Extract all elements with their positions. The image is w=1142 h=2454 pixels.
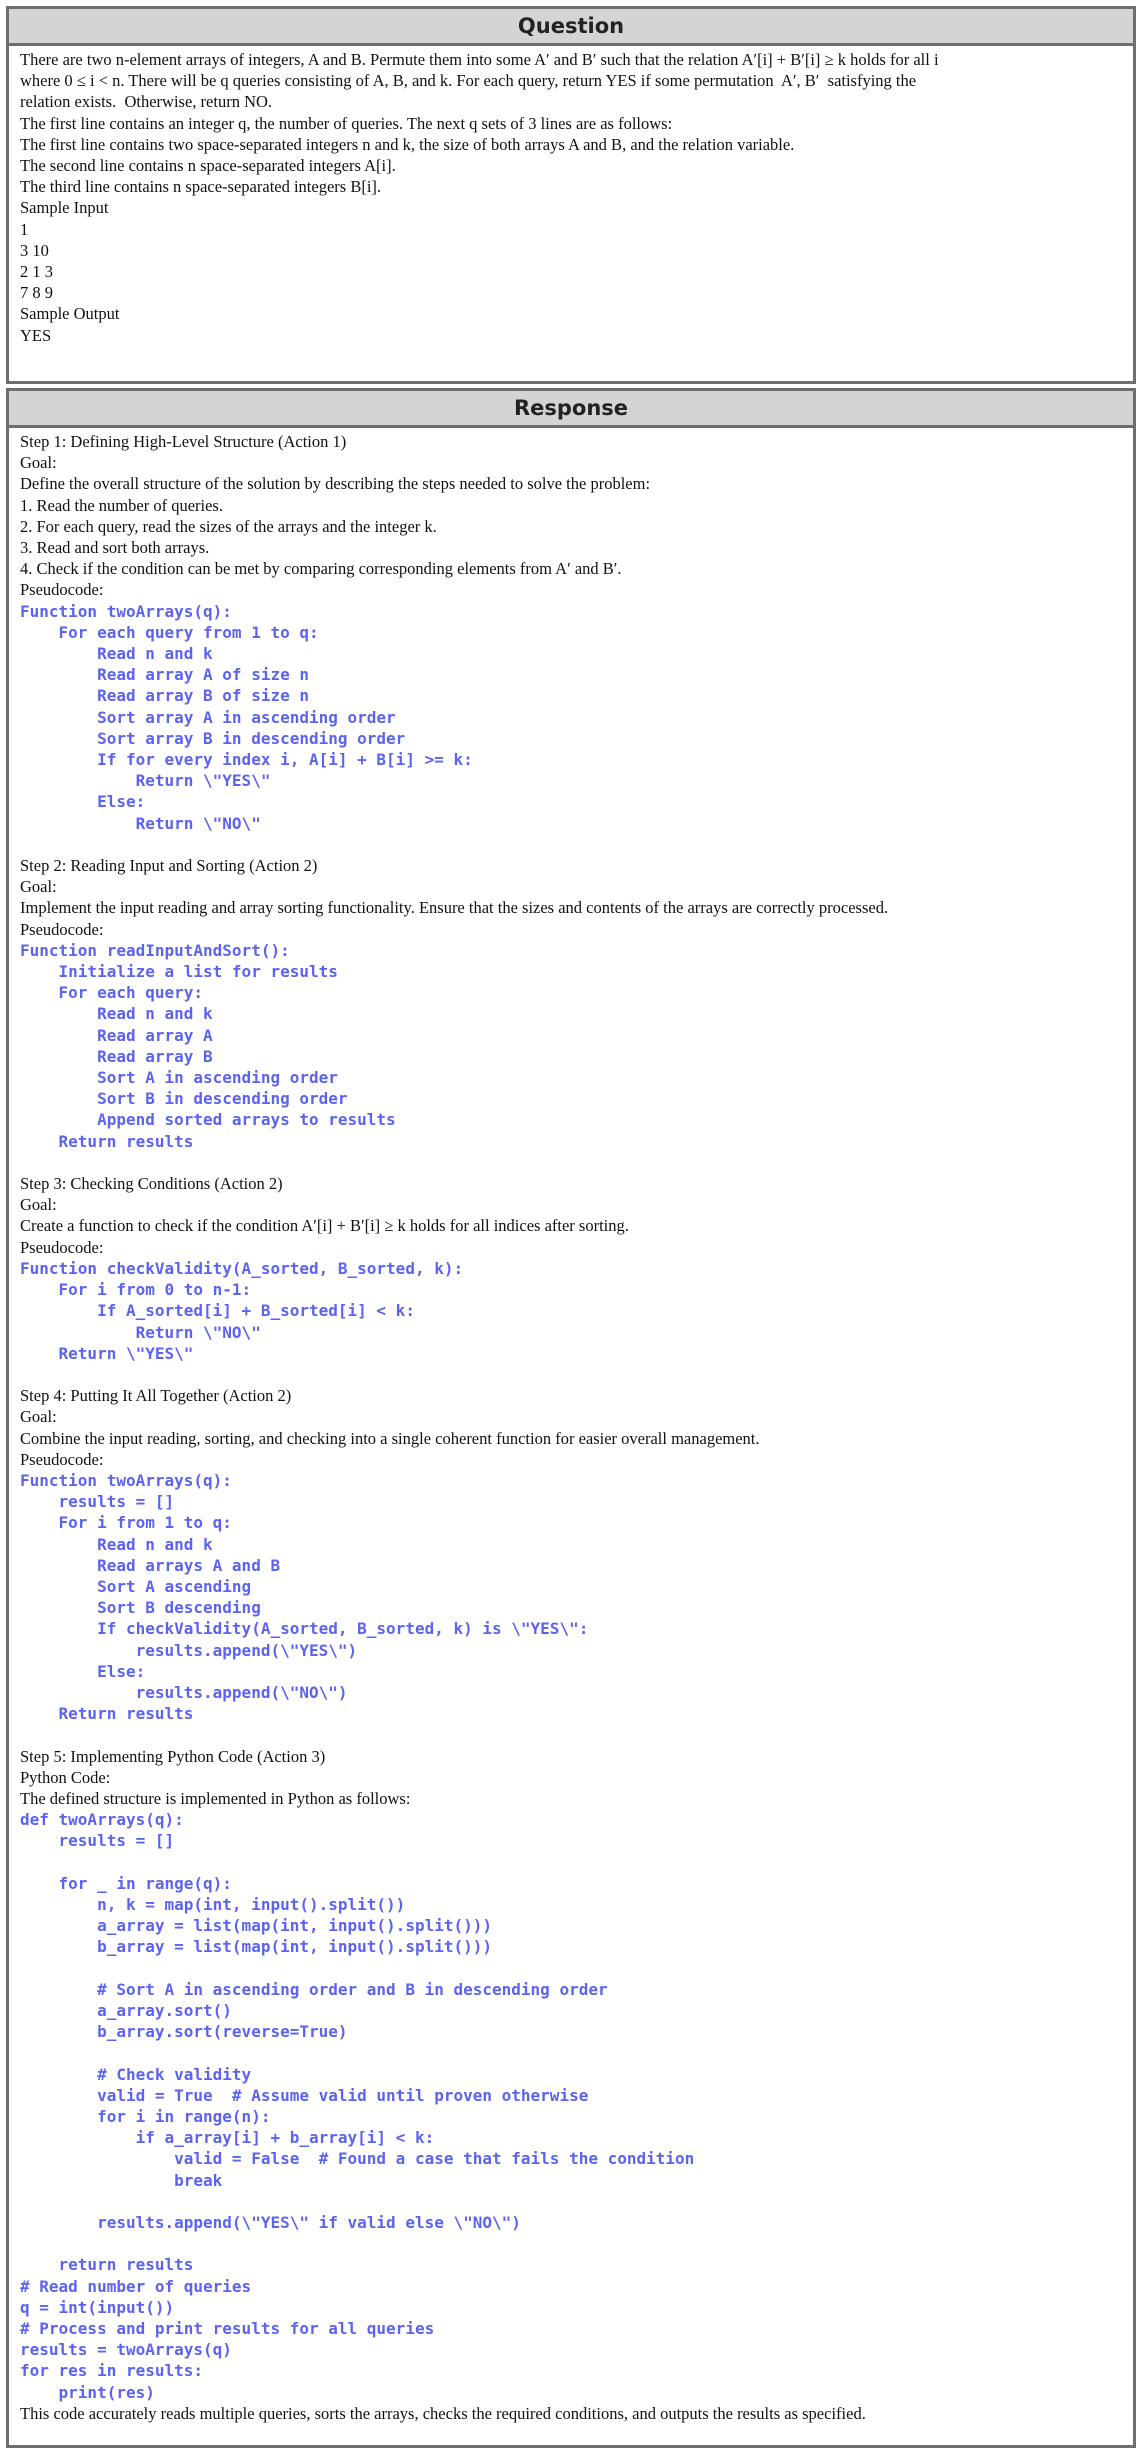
code-line: # Process and print results for all queries <box>20 2318 435 2338</box>
code-line: Else: <box>20 1661 146 1681</box>
code-line: Sort A in ascending order <box>20 1068 338 1088</box>
code-line: for i in range(n): <box>20 2106 271 2126</box>
code-line: Return \"NO\" <box>20 1322 261 1342</box>
code-line: Read array B <box>20 1046 213 1066</box>
code-line: Append sorted arrays to results <box>20 1110 396 1130</box>
code-line: for res in results: <box>20 2361 204 2381</box>
code-line <box>20 2042 1122 2063</box>
code-line: # Read number of queries <box>20 2276 252 2296</box>
code-line <box>20 2233 1122 2254</box>
response-text-line: Define the overall structure of the solution by describing the steps needed to solve the problem: <box>20 474 651 494</box>
code-line: For i from 1 to q: <box>20 1513 232 1533</box>
code-line: Read n and k <box>20 644 213 664</box>
code-line: Return \"YES\" <box>20 771 271 791</box>
response-text-line: 4. Check if the condition can be met by comparing corresponding elements from A′ and B′. <box>20 559 622 579</box>
question-line: YES <box>20 325 52 345</box>
code-line: b_array.sort(reverse=True) <box>20 2022 348 2042</box>
code-line: results.append(\"YES\") <box>20 1640 358 1660</box>
code-line: a_array = list(map(int, input().split())) <box>20 1916 493 1936</box>
code-line: if a_array[i] + b_array[i] < k: <box>20 2128 435 2148</box>
spacer <box>20 1724 1122 1745</box>
code-line: results.append(\"YES\" if valid else \"NO\") <box>20 2212 521 2232</box>
question-panel <box>6 6 1136 384</box>
response-text-line: The defined structure is implemented in Python as follows: <box>20 1788 411 1808</box>
response-panel <box>6 388 1136 2448</box>
response-text-line: Pseudocode: <box>20 580 104 600</box>
response-text-line: Step 2: Reading Input and Sorting (Action 2) <box>20 856 318 876</box>
spacer <box>20 834 1122 855</box>
code-line: # Check validity <box>20 2064 252 2084</box>
question-line: The first line contains two space-separated integers n and k, the size of both arrays A and B, and the relation variable. <box>20 134 795 154</box>
code-line: n, k = map(int, input().split()) <box>20 1894 406 1914</box>
response-text-line: 1. Read the number of queries. <box>20 495 223 515</box>
response-text-line: Step 3: Checking Conditions (Action 2) <box>20 1174 283 1194</box>
question-line: The second line contains n space-separated integers A[i]. <box>20 156 396 176</box>
question-line: 3 10 <box>20 240 49 260</box>
code-line: print(res) <box>20 2382 155 2402</box>
response-text-line: Pseudocode: <box>20 919 104 939</box>
code-line: break <box>20 2170 223 2190</box>
code-line: Initialize a list for results <box>20 962 338 982</box>
response-text-line: 3. Read and sort both arrays. <box>20 538 210 558</box>
code-line: Read arrays A and B <box>20 1555 281 1575</box>
code-line: def twoArrays(q): <box>20 1810 184 1830</box>
code-line <box>20 1958 1122 1979</box>
response-text-line: Pseudocode: <box>20 1449 104 1469</box>
code-line: If A_sorted[i] + B_sorted[i] < k: <box>20 1301 415 1321</box>
question-line: Sample Output <box>20 304 120 324</box>
code-line <box>20 1852 1122 1873</box>
question-line: Sample Input <box>20 198 109 218</box>
response-header: Response <box>9 391 1133 428</box>
response-text-line: Step 4: Putting It All Together (Action 2) <box>20 1386 292 1406</box>
code-line: Function readInputAndSort(): <box>20 940 290 960</box>
code-line: valid = True # Assume valid until proven otherwise <box>20 2085 589 2105</box>
code-line: Sort array B in descending order <box>20 728 406 748</box>
code-line: valid = False # Found a case that fails the condition <box>20 2149 695 2169</box>
code-line: Read n and k <box>20 1534 213 1554</box>
question-line: 1 <box>20 219 29 239</box>
code-line: results.append(\"NO\") <box>20 1682 348 1702</box>
code-line: Else: <box>20 792 146 812</box>
question-line: The first line contains an integer q, the number of queries. The next q sets of 3 lines are as follows: <box>20 113 673 133</box>
response-text-line: 2. For each query, read the sizes of the arrays and the integer k. <box>20 516 437 536</box>
code-line: For each query from 1 to q: <box>20 622 319 642</box>
code-line: Read n and k <box>20 1004 213 1024</box>
code-line: Read array A of size n <box>20 665 309 685</box>
code-line: # Sort A in ascending order and B in descending order <box>20 1979 608 1999</box>
response-text-line: Goal: <box>20 1407 57 1427</box>
question-line: 2 1 3 <box>20 262 53 282</box>
question-line: relation exists. Otherwise, return NO. <box>20 92 273 112</box>
code-line: If checkValidity(A_sorted, B_sorted, k) is \"YES\": <box>20 1619 589 1639</box>
question-line: The third line contains n space-separated integers B[i]. <box>20 177 382 197</box>
response-text-line: Python Code: <box>20 1767 111 1787</box>
response-text-line: Create a function to check if the condition A′[i] + B′[i] ≥ k holds for all indices after sorting. <box>20 1216 629 1236</box>
code-line: Return results <box>20 1704 194 1724</box>
response-text-line: Pseudocode: <box>20 1237 104 1257</box>
question-header: Question <box>9 9 1133 46</box>
question-body <box>9 46 1133 346</box>
code-line: Return results <box>20 1131 194 1151</box>
response-text-line: Step 5: Implementing Python Code (Action 3) <box>20 1746 326 1766</box>
code-line: Read array B of size n <box>20 686 309 706</box>
code-line: Sort array A in ascending order <box>20 707 396 727</box>
response-body <box>9 428 1133 2424</box>
code-line: results = [] <box>20 1492 175 1512</box>
code-line: Return \"NO\" <box>20 813 261 833</box>
code-line: Sort A ascending <box>20 1576 252 1596</box>
spacer <box>20 1364 1122 1385</box>
response-text-line: Goal: <box>20 1195 57 1215</box>
code-line: Function twoArrays(q): <box>20 601 232 621</box>
response-text-line: This code accurately reads multiple queries, sorts the arrays, checks the required conditions, and outputs the results as specified. <box>20 2403 866 2423</box>
code-line: q = int(input()) <box>20 2297 175 2317</box>
response-text-line: Implement the input reading and array sorting functionality. Ensure that the sizes and contents of the arrays are correctly processed. <box>20 898 889 918</box>
code-line: results = twoArrays(q) <box>20 2340 232 2360</box>
response-text-line: Goal: <box>20 877 57 897</box>
code-line: Sort B descending <box>20 1598 261 1618</box>
code-line: Function checkValidity(A_sorted, B_sorted, k): <box>20 1258 464 1278</box>
code-line: Return \"YES\" <box>20 1343 194 1363</box>
code-line: Read array A <box>20 1025 213 1045</box>
code-line: Function twoArrays(q): <box>20 1470 232 1490</box>
code-line: results = [] <box>20 1831 175 1851</box>
question-line: where 0 ≤ i < n. There will be q queries consisting of A, B, and k. For each query, return YES if some permutation A′, B′ satisfying the <box>20 71 917 91</box>
question-line: There are two n-element arrays of integers, A and B. Permute them into some A′ and B′ such that the relation A′[i] + B′[i] ≥ k holds for all i <box>20 50 939 69</box>
spacer <box>20 1152 1122 1173</box>
code-line: For i from 0 to n-1: <box>20 1280 252 1300</box>
code-line: for _ in range(q): <box>20 1873 232 1893</box>
response-text-line: Combine the input reading, sorting, and checking into a single coherent function for easier overall management. <box>20 1428 760 1448</box>
code-line: Sort B in descending order <box>20 1089 348 1109</box>
code-line: return results <box>20 2255 194 2275</box>
code-line <box>20 2191 1122 2212</box>
code-line: If for every index i, A[i] + B[i] >= k: <box>20 750 473 770</box>
response-text-line: Step 1: Defining High-Level Structure (Action 1) <box>20 432 347 451</box>
question-line: 7 8 9 <box>20 283 53 303</box>
code-line: b_array = list(map(int, input().split())) <box>20 1937 493 1957</box>
code-line: a_array.sort() <box>20 2000 232 2020</box>
response-text-line: Goal: <box>20 453 57 473</box>
code-line: For each query: <box>20 983 204 1003</box>
